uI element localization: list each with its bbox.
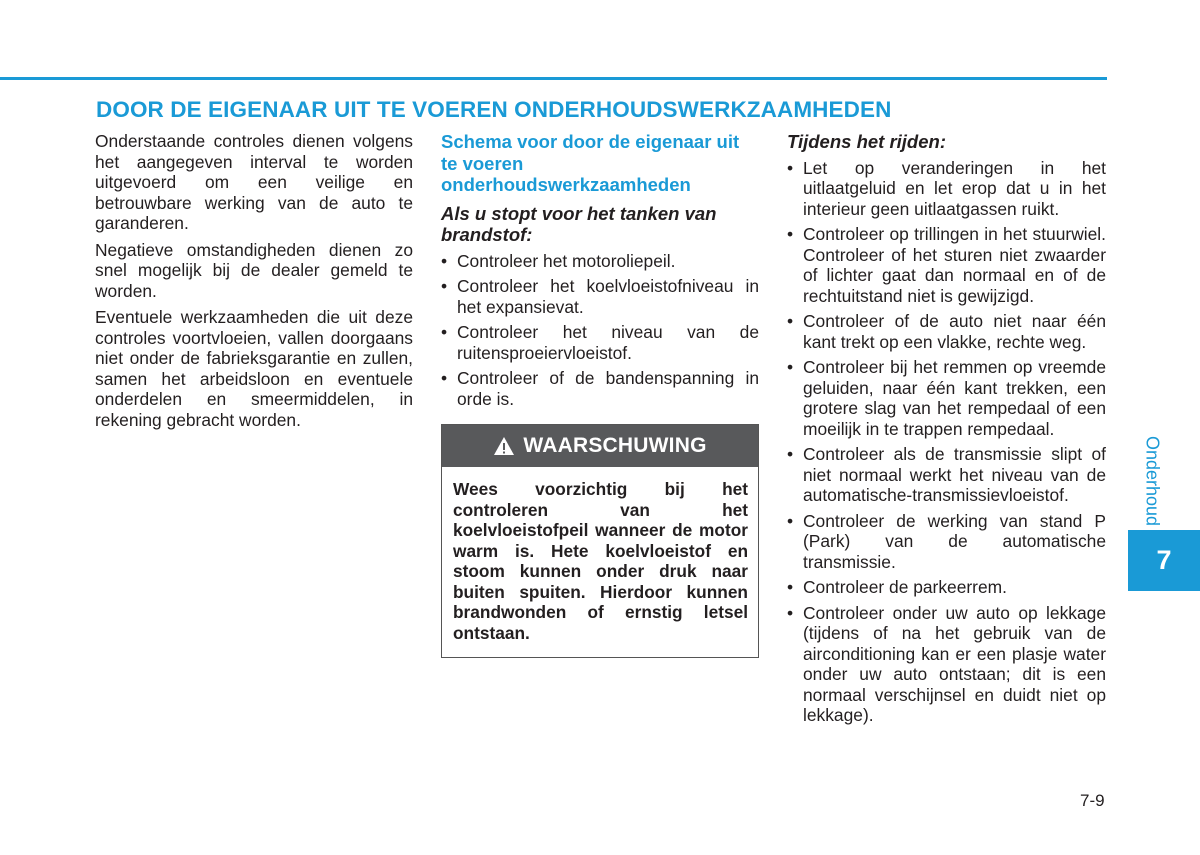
driving-checklist: [787, 158, 1106, 726]
refuel-section-title: Als u stopt voor het tanken van brandstof:: [441, 202, 717, 245]
bullet-icon: •: [441, 368, 448, 388]
list-item-text: Controleer het koelvloeistofniveau in het expansievat.: [457, 276, 759, 317]
list-item: [787, 603, 1106, 726]
column-refuel: [441, 131, 759, 414]
list-item-text: Controleer het niveau van de ruitensproeiervloeistof.: [457, 322, 759, 363]
list-item-text: Controleer bij het remmen op vreemde geluiden, naar één kant trekken, een grotere slag van het rempedaal of een moeilijk in te trappen rempedaal.: [803, 357, 1106, 439]
list-item-text: Controleer onder uw auto op lekkage (tijdens of na het gebruik van de airconditioning kan er een plasje water onder uw auto ontstaan; dit is een normaal verschijnsel en duidt niet op lekkage).: [803, 602, 1106, 725]
chapter-tab-label: Onderhoud: [1142, 435, 1163, 527]
list-item-text: Controleer op trillingen in het stuurwiel. Controleer of het sturen niet zwaarder of lichter gaat dan normaal en of de rechtuitstand niet is gewijzigd.: [803, 224, 1106, 306]
intro-paragraph: Eventuele werkzaamheden die uit deze controles voortvloeien, vallen doorgaans niet onder de fabrieksgarantie en zullen, samen het arbeidsloon en eventuele onderdelen en smeermiddelen, in rekening gebracht worden.: [95, 307, 413, 430]
refuel-checklist: [441, 251, 759, 410]
column-driving: [787, 131, 1106, 731]
warning-header: [442, 425, 758, 467]
warning-text: Wees voorzichtig bij het controleren van het koelvloeistofpeil wanneer de motor warm is. Hete koelvloeistof en stoom kunnen onder druk naar buiten spuiten. Hierdoor kunnen brandwonden of ernstig letsel ontstaan.: [453, 479, 748, 643]
bullet-icon: •: [787, 602, 794, 623]
page-number: 7-9: [1080, 791, 1105, 810]
list-item: [787, 224, 1106, 306]
warning-title: WAARSCHUWING: [523, 434, 707, 457]
bullet-icon: •: [441, 322, 448, 342]
schedule-subheading: Schema voor door de eigenaar uit te voeren onderhoudswerkzaamheden: [441, 131, 740, 195]
list-item: [441, 368, 759, 409]
list-item-text: Controleer of de auto niet naar één kant trekt op een vlakke, rechte weg.: [803, 311, 1106, 352]
intro-paragraph: Onderstaande controles dienen volgens het aangegeven interval te worden uitgevoerd om een veilige en betrouwbare werking van de auto te garanderen.: [95, 131, 413, 233]
chapter-tab: 7: [1128, 530, 1200, 591]
list-item: [787, 511, 1106, 573]
intro-paragraph: Negatieve omstandigheden dienen zo snel mogelijk bij de dealer gemeld te worden.: [95, 239, 413, 301]
list-item: [441, 276, 759, 317]
column-intro: [95, 131, 413, 436]
bullet-icon: •: [787, 444, 794, 464]
list-item: [787, 311, 1106, 352]
list-item-text: Controleer het motoroliepeil.: [457, 250, 676, 271]
driving-section-title: Tijdens het rijden:: [787, 131, 946, 152]
list-item: [787, 577, 1106, 598]
bullet-icon: •: [441, 250, 448, 271]
list-item: [441, 251, 759, 272]
list-item: [441, 322, 759, 363]
bullet-icon: •: [787, 577, 794, 597]
list-item-text: Controleer de parkeerrem.: [803, 577, 1007, 597]
bullet-icon: •: [787, 157, 794, 178]
warning-box: [441, 424, 759, 658]
bullet-icon: •: [787, 311, 794, 331]
list-item: [787, 357, 1106, 439]
bullet-icon: •: [441, 276, 448, 296]
page-heading: DOOR DE EIGENAAR UIT TE VOEREN ONDERHOUDSWERKZAAMHEDEN: [96, 97, 892, 122]
list-item-text: Let op veranderingen in het uitlaatgeluid en let erop dat u in het interieur geen uitlaatgassen ruikt.: [803, 157, 1106, 219]
list-item-text: Controleer als de transmissie slipt of niet normaal werkt het niveau van de automatische-transmissievloeistof.: [803, 444, 1106, 505]
list-item-text: Controleer of de bandenspanning in orde is.: [457, 368, 759, 409]
warning-triangle-icon: [493, 436, 515, 456]
header-rule: [0, 77, 1107, 80]
bullet-icon: •: [787, 224, 794, 244]
list-item: [787, 158, 1106, 220]
bullet-icon: •: [787, 510, 794, 531]
bullet-icon: •: [787, 357, 794, 377]
list-item-text: Controleer de werking van stand P (Park) van de automatische transmissie.: [803, 510, 1106, 572]
list-item: [787, 444, 1106, 506]
